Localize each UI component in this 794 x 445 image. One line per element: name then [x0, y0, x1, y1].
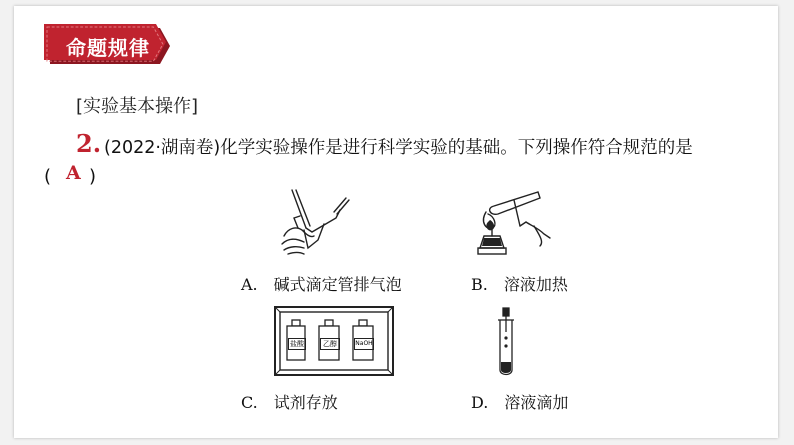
option-a-label: A. 碱式滴定管排气泡 — [241, 275, 402, 294]
reagent-cabinet-icon — [274, 306, 394, 376]
burette-icon — [274, 188, 354, 258]
test-tube-heating-icon — [474, 186, 564, 262]
reagent-label-ethanol: 乙醇 — [320, 338, 340, 350]
option-c-label: C. 试剂存放 — [241, 393, 338, 412]
section-badge — [44, 24, 172, 66]
badge-label: 命题规律 — [66, 36, 150, 60]
option-b-label: B. 溶液加热 — [471, 275, 568, 294]
question-number: 2. — [76, 129, 102, 158]
question-text: (2022·湖南卷)化学实验操作是进行科学实验的基础。下列操作符合规范的是 — [104, 138, 693, 158]
slide — [14, 6, 778, 438]
answer-value: A — [66, 162, 81, 184]
options-figure — [219, 180, 579, 416]
reagent-label-naoh: NaOH — [354, 338, 374, 350]
option-d-label: D. 溶液滴加 — [471, 393, 569, 412]
answer-paren-close: ) — [89, 166, 97, 187]
answer-paren-open: ( — [44, 166, 52, 187]
section-label: [实验基本操作] — [76, 96, 199, 117]
reagent-label-hcl: 盐酸 — [290, 340, 304, 348]
dropper-icon — [491, 306, 521, 378]
